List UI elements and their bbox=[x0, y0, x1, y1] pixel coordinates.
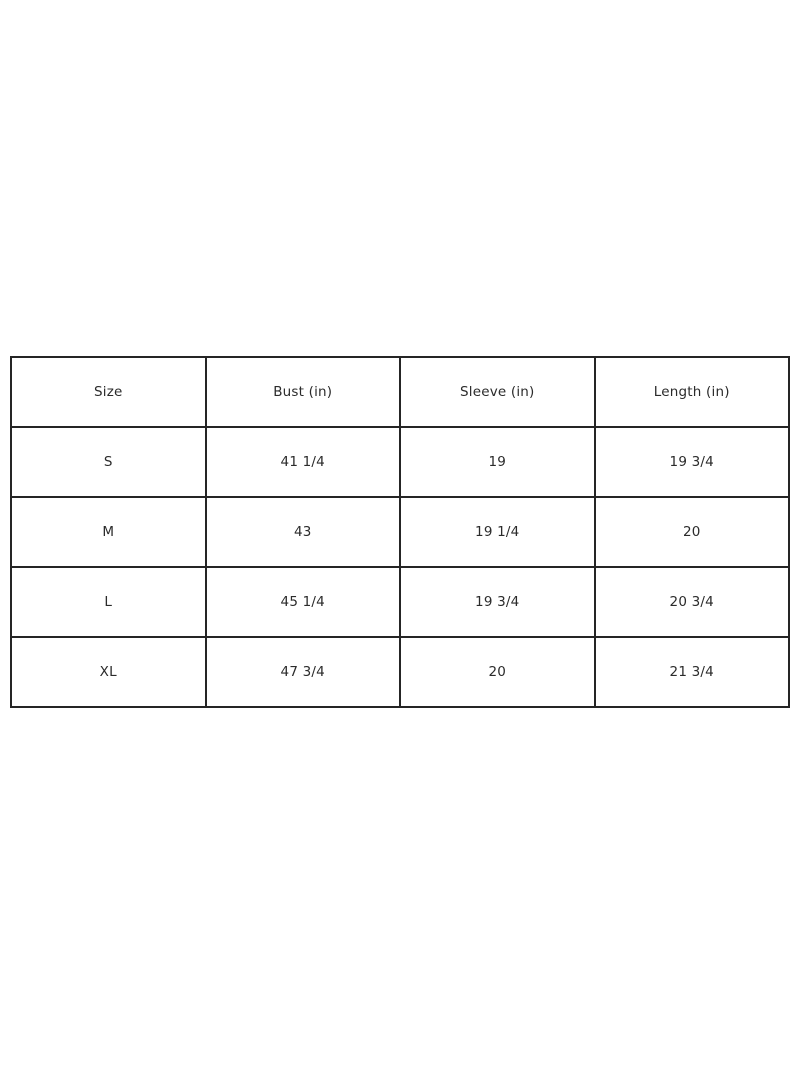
table-row bbox=[11, 497, 789, 567]
measurement-cell: 19 bbox=[400, 427, 595, 497]
measurement-cell: 19 3/4 bbox=[400, 567, 595, 637]
size-cell: L bbox=[11, 567, 206, 637]
measurement-cell: 45 1/4 bbox=[206, 567, 401, 637]
measurement-cell: 20 3/4 bbox=[595, 567, 790, 637]
size-cell: M bbox=[11, 497, 206, 567]
measurement-cell: 43 bbox=[206, 497, 401, 567]
table-row bbox=[11, 637, 789, 707]
table-row bbox=[11, 427, 789, 497]
column-header: Sleeve (in) bbox=[400, 357, 595, 427]
column-header: Length (in) bbox=[595, 357, 790, 427]
measurement-cell: 20 bbox=[595, 497, 790, 567]
column-header: Bust (in) bbox=[206, 357, 401, 427]
measurement-cell: 47 3/4 bbox=[206, 637, 401, 707]
column-header: Size bbox=[11, 357, 206, 427]
measurement-cell: 41 1/4 bbox=[206, 427, 401, 497]
header-row bbox=[11, 357, 789, 427]
size-chart-body bbox=[11, 427, 789, 707]
size-chart-table bbox=[10, 356, 790, 708]
size-chart-header bbox=[11, 357, 789, 427]
measurement-cell: 19 3/4 bbox=[595, 427, 790, 497]
measurement-cell: 19 1/4 bbox=[400, 497, 595, 567]
table-row bbox=[11, 567, 789, 637]
size-chart bbox=[10, 356, 790, 708]
measurement-cell: 20 bbox=[400, 637, 595, 707]
size-cell: S bbox=[11, 427, 206, 497]
measurement-cell: 21 3/4 bbox=[595, 637, 790, 707]
size-cell: XL bbox=[11, 637, 206, 707]
